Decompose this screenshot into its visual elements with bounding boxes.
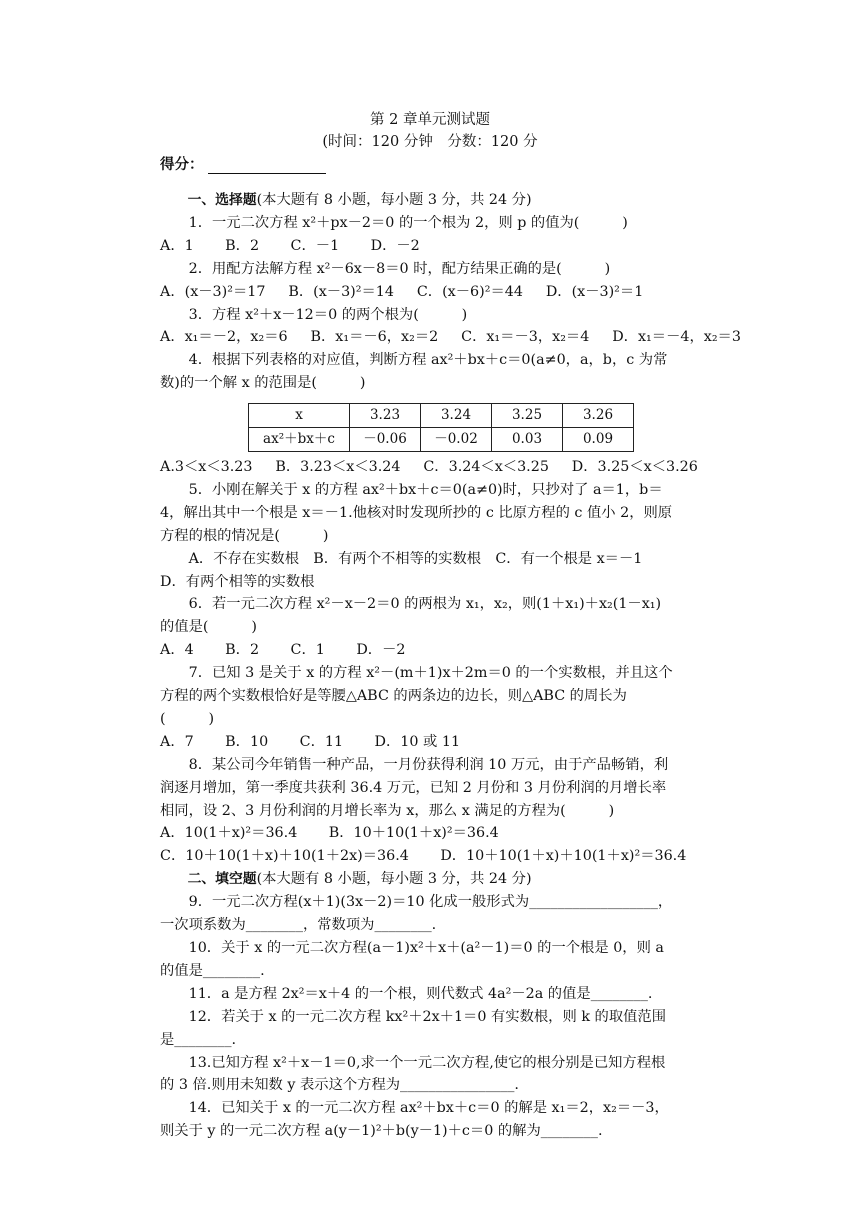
question-1-options: A．1 B．2 C．－1 D．－2	[160, 237, 420, 254]
question-5-options: A．不存在实数根 B．有两个不相等的实数根 C．有一个根是 x＝－1 D．有两个相等的实数根	[160, 550, 657, 590]
question-6: 6．若一元二次方程 x²－x－2＝0 的两根为 x₁，x₂，则(1＋x₁)＋x₂(1－x₁)的值是( )	[160, 596, 662, 636]
question-8: 8．某公司今年销售一种产品，一月份获得利润 10 万元，由于产品畅销，利润逐月增加，第一季度共获利 36.4 万元，已知 2 月份和 3 月份利润的月增长率相同，设 2、3 月份利润的月增长率为 x，那么 x 满足的方程为( )	[160, 756, 669, 819]
question-4-options: A.3＜x＜3.23 B．3.23＜x＜3.24 C．3.24＜x＜3.25 D．3.25＜x＜3.26	[160, 458, 698, 475]
question-7: 7．已知 3 是关于 x 的方程 x²－(m＋1)x＋2m＝0 的一个实数根，并且这个方程的两个实数根恰好是等腰△ABC 的两条边的边长，则△ABC 的周长为( )	[160, 665, 673, 727]
question-2-options: A．(x－3)²＝17 B．(x－3)²＝14 C．(x－6)²＝44 D．(x－3)²＝1	[160, 283, 644, 300]
question-4: 4．根据下列表格的对应值，判断方程 ax²＋bx＋c＝0(a≠0，a，b，c 为常数)的一个解 x 的范围是( )	[160, 352, 668, 392]
value-table	[248, 403, 634, 452]
question-13: 13.已知方程 x²＋x－1＝0,求一个一元二次方程,使它的根分别是已知方程根的 3 倍.则用未知数 y 表示这个方程为________________.	[160, 1054, 666, 1094]
question-9: 9．一元二次方程(x＋1)(3x－2)＝10 化成一般形式为__________________，一次项系数为________，常数项为________.	[160, 894, 673, 934]
question-4-table-wrap	[160, 395, 673, 456]
table-cell: 0.09	[563, 428, 634, 452]
section-choice-heading: 一、选择题(本大题有 8 小题，每小题 3 分，共 24 分)	[187, 192, 532, 208]
question-5: 5．小刚在解关于 x 的方程 ax²＋bx＋c＝0(a≠0)时，只抄对了 a＝1，b＝4，解出其中一个根是 x＝－1.他核对时发现所抄的 c 比原方程的 c 值小 2，则原方程的根的情况是( )	[160, 481, 673, 544]
question-2: 2．用配方法解方程 x²－6x－8＝0 时，配方结果正确的是( )	[188, 260, 611, 277]
score-blank	[208, 159, 326, 174]
questions	[160, 189, 741, 1143]
page-subtitle: (时间：120 分钟 分数：120 分	[322, 134, 538, 150]
page-title: 第 2 章单元测试题	[370, 112, 490, 128]
question-1: 1．一元二次方程 x²＋px－2＝0 的一个根为 2，则 p 的值为( )	[188, 214, 628, 231]
table-cell: 3.24	[421, 404, 492, 428]
question-7-options: A．7 B．10 C．11 D．10 或 11	[160, 733, 461, 750]
score-label: 得分：	[160, 157, 204, 173]
table-row	[249, 428, 634, 452]
table-cell: 0.03	[492, 428, 563, 452]
question-8-options-cd: C．10＋10(1＋x)＋10(1＋2x)＝36.4 D．10＋10(1＋x)＋10(1＋x)²＝36.4	[160, 848, 687, 865]
table-cell: －0.02	[421, 428, 492, 452]
table-cell: －0.06	[350, 428, 421, 452]
score-line	[160, 153, 326, 174]
question-8-options-ab: A．10(1＋x)²＝36.4 B．10＋10(1＋x)²＝36.4	[160, 825, 499, 842]
table-cell: ax²＋bx＋c	[249, 428, 350, 452]
question-3-options: A．x₁＝－2，x₂＝6 B．x₁＝－6，x₂＝2 C．x₁＝－3，x₂＝4 D．x₁＝－4，x₂＝3	[160, 329, 741, 346]
question-12: 12．若关于 x 的一元二次方程 kx²＋2x＋1＝0 有实数根，则 k 的取值范围是________.	[160, 1008, 667, 1048]
section-fill-heading: 二、填空题(本大题有 8 小题，每小题 3 分，共 24 分)	[187, 871, 532, 888]
table-row	[249, 404, 634, 428]
table-cell: x	[249, 404, 350, 428]
question-14: 14．已知关于 x 的一元二次方程 ax²＋bx＋c＝0 的解是 x₁＝2，x₂＝－3，则关于 y 的一元二次方程 a(y－1)²＋b(y－1)＋c＝0 的解为________.	[160, 1100, 669, 1140]
table-cell: 3.26	[563, 404, 634, 428]
question-11: 11．a 是方程 2x²＝x＋4 的一个根，则代数式 4a²－2a 的值是________.	[188, 985, 653, 1002]
question-6-options: A．4 B．2 C．1 D．－2	[160, 642, 406, 659]
table-cell: 3.23	[350, 404, 421, 428]
question-10: 10．关于 x 的一元二次方程(a－1)x²＋x＋(a²－1)＝0 的一个根是 0，则 a 的值是________.	[160, 940, 664, 979]
table-cell: 3.25	[492, 404, 563, 428]
question-3: 3．方程 x²＋x－12＝0 的两个根为( )	[188, 306, 468, 323]
